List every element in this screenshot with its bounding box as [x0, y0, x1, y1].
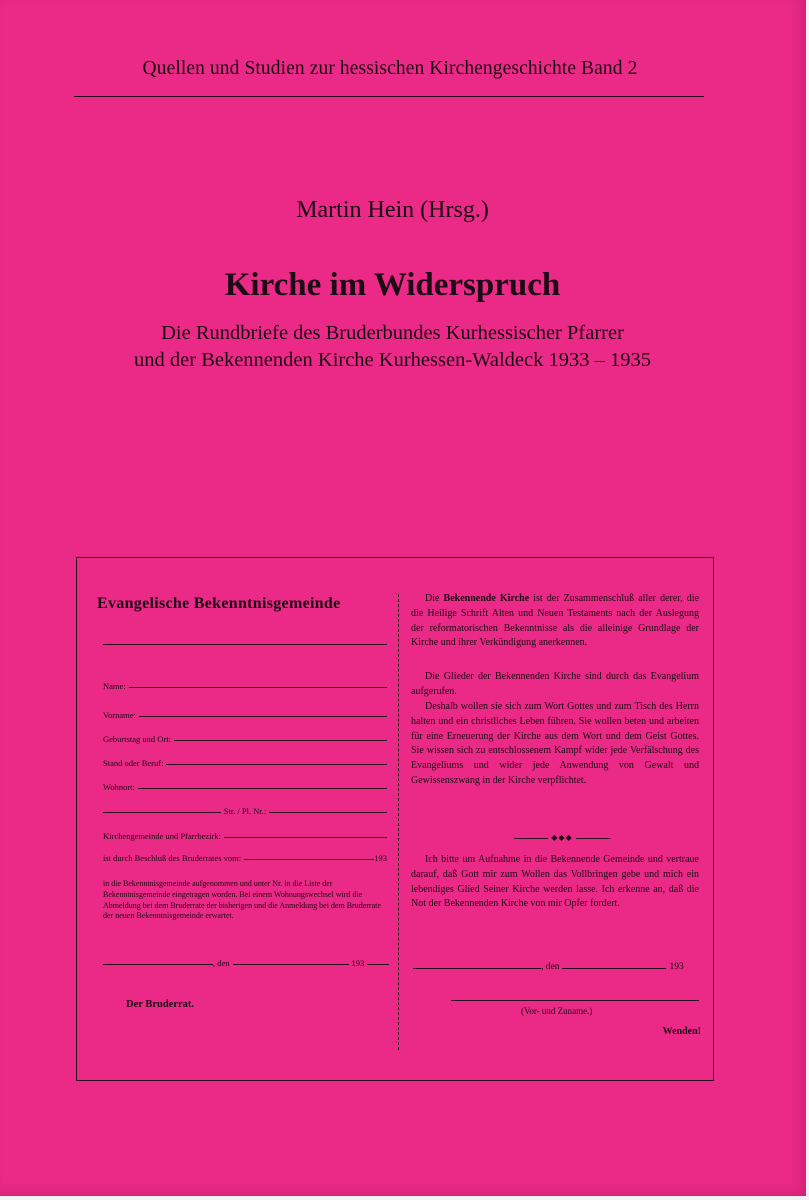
field-occupation-label: Stand oder Beruf:: [103, 758, 164, 768]
left-date-line: [103, 958, 395, 968]
field-name: [103, 677, 387, 691]
name-caption: (Vor- und Zuname.): [521, 1006, 593, 1016]
field-residence-label: Wohnort:: [103, 782, 135, 792]
turn-over-note: Wenden!: [662, 1026, 701, 1037]
declaration-para-1: Die Bekennende Kirche ist der Zusammenschluß aller derer, die die Heilige Schrift Alten und Neuen Testaments nach der Auslegung der reformatorischen Bekenntnisse als die alleinige Grundlage der Kirche und ihrer Verkündigung anerkennen.: [411, 593, 700, 649]
admission-text: in die Bekenntnisgemeinde aufgenommen und unter Nr. in die Liste der Bekenntnisgemeinde eingetragen worden. Bei einem Wohnungswechsel wird die Abmeldung bei dem Bruderrate der bisherigen und die Anmeldung bei dem Bruderrate der neuen Bekenntnisgemeinde erwartet.: [103, 879, 381, 921]
right-year: 193: [669, 962, 684, 972]
field-parish: [103, 827, 387, 841]
declaration-para-2: Die Glieder der Bekennenden Kirche sind durch das Evangelium aufgerufen.: [411, 671, 699, 697]
heading-rule: [103, 644, 387, 645]
form-divider: [398, 594, 399, 1050]
field-birth: [103, 730, 387, 744]
field-parish-label: Kirchengemeinde und Pfarrbezirk:: [103, 831, 222, 841]
bekennende-kirche-bold: Bekennende Kirche: [443, 593, 530, 604]
field-name-label: Name:: [103, 681, 126, 691]
left-den: , den: [213, 958, 230, 968]
form-left-panel: [77, 558, 397, 1080]
subtitle-line-1: Die Rundbriefe des Bruderbundes Kurhessischer Pfarrer: [161, 322, 624, 344]
declaration-para-3: Deshalb wollen sie sich zum Wort Gottes und zum Tisch des Herrn halten und ein christliches Leben führen. Sie wollen beten und arbeiten für eine Erneuerung der Kirche aus dem Wort und dem Geist Gottes. Sie wissen sich zu entschlossenem Kampf wider jede Verfälschung des Evangeliums und wider jede Anwendung von Gewalt und Gewissenszwang in der Kirche verpflichtet.: [411, 701, 699, 786]
form-heading: Evangelische Bekenntnisgemeinde: [97, 595, 341, 612]
left-year: 193: [351, 958, 365, 968]
field-street-label: Str. / Pl. Nr.:: [223, 806, 267, 816]
field-street: [103, 802, 387, 816]
ornament-divider: ◆◆◆: [507, 833, 617, 842]
field-resolution-year: 193: [374, 853, 387, 863]
series-rule: [74, 96, 704, 97]
series-title: Quellen und Studien zur hessischen Kirchengeschichte Band 2: [142, 58, 638, 79]
field-resolution: [103, 849, 387, 863]
declaration-para-4: Ich bitte um Aufnahme in die Bekennende Gemeinde und vertraue darauf, daß Gott mir zum Wollen das Vollbringen gebe und mich ein lebendiges Glied Seiner Kirche werden lasse. Ich erkenne an, daß die Not der Bekennenden Kirche von mir Opfer fordert.: [411, 854, 699, 910]
signature-line: [451, 1000, 699, 1001]
form-right-panel: [411, 558, 701, 1080]
book-title: Kirche im Widerspruch: [224, 267, 561, 303]
field-residence: [103, 778, 387, 792]
field-vorname: [103, 706, 387, 720]
field-vorname-label: Vorname:: [103, 710, 136, 720]
subtitle-line-2: und der Bekennenden Kirche Kurhessen-Waldeck 1933 – 1935: [134, 349, 651, 371]
field-occupation: [103, 754, 387, 768]
right-den: , den: [541, 962, 560, 972]
council-signature: Der Bruderrat.: [126, 999, 195, 1010]
right-date-line: [413, 962, 701, 972]
field-birth-label: Geburtstag und Ort:: [103, 734, 171, 744]
editor-name: Martin Hein (Hrsg.): [296, 197, 489, 223]
field-resolution-label: ist durch Beschluß des Bruderrates vom:: [103, 853, 242, 863]
book-subtitle: [0, 320, 785, 374]
